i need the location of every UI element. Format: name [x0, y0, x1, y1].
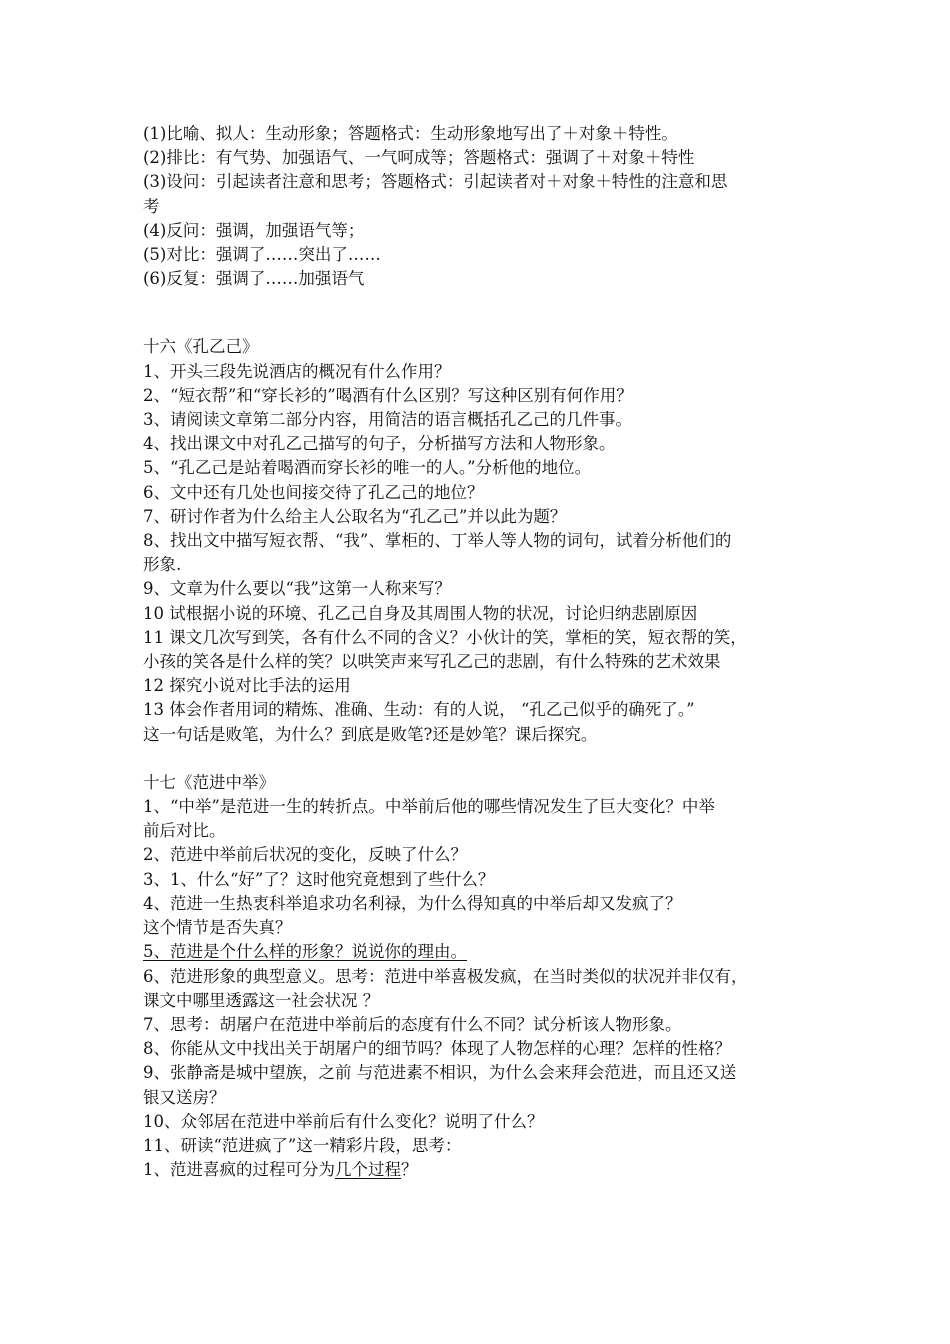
line-prefix: 1、范进喜疯的过程可分为 [143, 1160, 335, 1180]
question-line: 1、“中举”是范进一生的转折点。中举前后他的哪些情况发生了巨大变化？中举 [143, 797, 715, 817]
question-line: 2、范进中举前后状况的变化，反映了什么？ [143, 845, 467, 865]
question-line: 13 体会作者用词的精炼、准确、生动：有的人说， “孔乙己似乎的确死了。” [143, 700, 695, 720]
question-line-underlined [143, 940, 823, 964]
question-line: 这一句话是败笔，为什么？到底是败笔?还是妙笔？课后探究。 [143, 724, 598, 744]
question-line: 课文中哪里透露这一社会状况 ？ [143, 990, 380, 1010]
question-line: 9、张静斋是城中望族，之前 与范进素不相识，为什么会来拜会范进，而且还又送 [143, 1063, 737, 1083]
line-suffix: ？ [401, 1160, 418, 1180]
question-line: 11、研读“范进疯了”这一精彩片段，思考： [143, 1135, 462, 1155]
question-line: 形象. [143, 555, 182, 575]
rhetoric-answer-formats [143, 122, 823, 291]
question-line: 5、“孔乙己是站着喝酒而穿长衫的唯一的人。”分析他的地位。 [143, 458, 592, 478]
section-kong-yiji [143, 335, 823, 746]
question-line: 1、开头三段先说酒店的概况有什么作用？ [143, 361, 451, 381]
question-line: 2、“短衣帮”和“穿长衫的”喝酒有什么区别？写这种区别有何作用？ [143, 385, 633, 405]
question-line: 12 探究小说对比手法的运用 [143, 676, 351, 696]
question-line: 4、范进一生热衷科举追求功名利禄，为什么得知真的中举后却又发疯了？ [143, 893, 682, 913]
underlined-text: 几个过程 [335, 1160, 401, 1180]
question-line: 3、请阅读文章第二部分内容，用简洁的语言概括孔乙己的几件事。 [143, 410, 632, 430]
section-fan-jin [143, 771, 823, 1182]
text-line: (2)排比：有气势、加强语气、一气呵成等；答题格式：强调了＋对象＋特性 [143, 148, 695, 168]
question-line: 这个情节是否失真？ [143, 918, 292, 938]
document-page [143, 122, 823, 1182]
text-line: (1)比喻、拟人：生动形象；答题格式：生动形象地写出了＋对象＋特性。 [143, 124, 678, 143]
spacer [143, 291, 823, 335]
question-line: 8、找出文中描写短衣帮、“我”、掌柜的、丁举人等人物的词句，试着分析他们的 [143, 531, 732, 551]
question-line: 9、文章为什么要以“我”这第一人称来写？ [143, 579, 451, 599]
spacer [143, 747, 823, 771]
question-line: 7、研讨作者为什么给主人公取名为“孔乙己”并以此为题？ [143, 506, 567, 526]
question-line: 7、思考：胡屠户在范进中举前后的态度有什么不同？试分析该人物形象。 [143, 1014, 682, 1034]
question-line: 10、众邻居在范进中举前后有什么变化？说明了什么？ [143, 1111, 544, 1131]
question-line: 11 课文几次写到笑，各有什么不同的含义？小伙计的笑，掌柜的笑，短衣帮的笑， [143, 627, 747, 647]
text-line: 考 [143, 196, 160, 216]
question-line [143, 1158, 823, 1182]
question-line: 6、文中还有几处也间接交待了孔乙己的地位？ [143, 482, 484, 502]
text-line: (4)反问：强调，加强语气等； [143, 220, 365, 240]
underlined-text: 5、范进是个什么样的形象？说说你的理由。 [143, 942, 467, 962]
question-line: 8、你能从文中找出关于胡屠户的细节吗？体现了人物怎样的心理？怎样的性格？ [143, 1039, 731, 1059]
question-line: 小孩的笑各是什么样的笑？以哄笑声来写孔乙己的悲剧，有什么特殊的艺术效果 [143, 652, 721, 672]
text-line: (5)对比：强调了……突出了…… [143, 245, 381, 265]
question-line: 4、找出课文中对孔乙己描写的句子，分析描写方法和人物形象。 [143, 434, 616, 454]
question-line: 前后对比。 [143, 821, 226, 841]
question-line: 3、1、什么“好”了？这时他究竟想到了些什么？ [143, 869, 495, 889]
question-line: 银又送房？ [143, 1087, 226, 1107]
text-line: (3)设问：引起读者注意和思考；答题格式：引起读者对＋对象＋特性的注意和思 [143, 172, 728, 192]
question-line: 10 试根据小说的环境、孔乙己自身及其周围人物的状况，讨论归纳悲剧原因 [143, 603, 698, 623]
section-title: 十六《孔乙己》 [143, 337, 259, 357]
text-line: (6)反复：强调了……加强语气 [143, 269, 365, 289]
section-title: 十七《范进中举》 [143, 772, 275, 792]
question-line: 6、范进形象的典型意义。思考：范进中举喜极发疯，在当时类似的状况并非仅有， [143, 966, 748, 986]
